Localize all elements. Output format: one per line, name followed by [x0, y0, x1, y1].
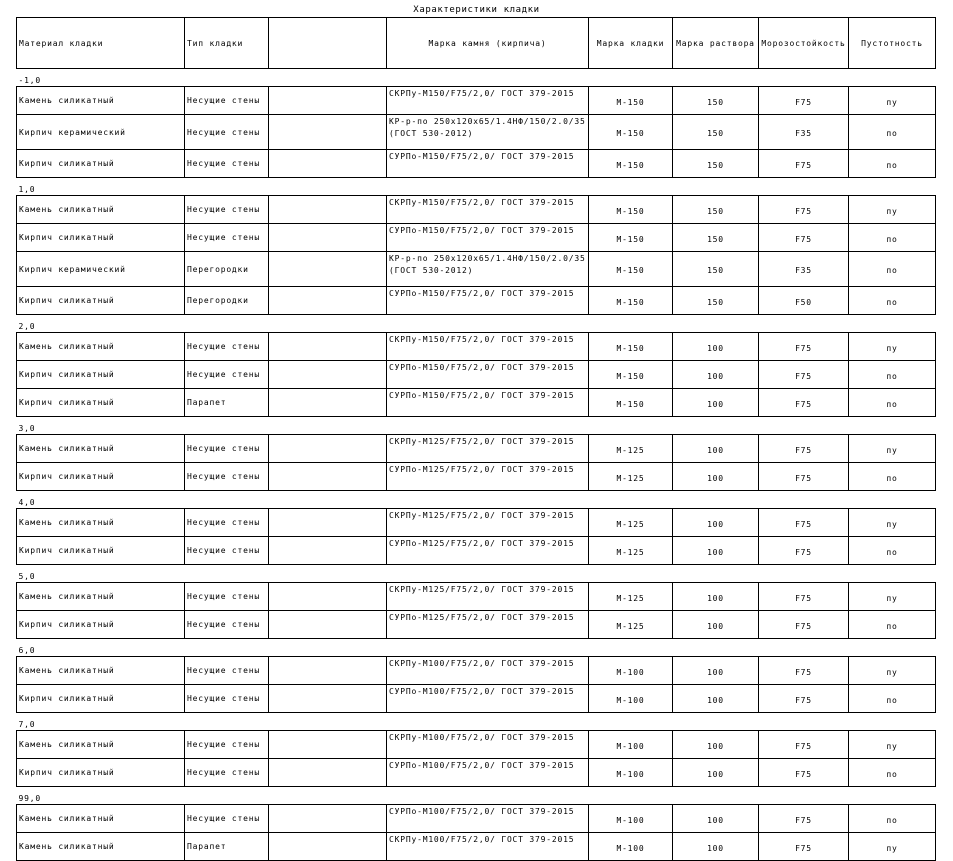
cell-brand: СКРПу-М125/F75/2,0/ ГОСТ 379-2015: [387, 583, 589, 611]
cell-extra: [269, 287, 387, 315]
cell-extra: [269, 833, 387, 861]
table-row: [17, 435, 936, 463]
table-row: [17, 287, 936, 315]
header-mortar: Марка раствора: [673, 18, 759, 69]
cell-frost: F75: [759, 685, 849, 713]
cell-type: Перегородки: [185, 252, 269, 287]
table-row: [17, 611, 936, 639]
cell-extra: [269, 361, 387, 389]
cell-material: Кирпич силикатный: [17, 361, 185, 389]
cell-masonry: М-150: [589, 389, 673, 417]
level-label: 5,0: [18, 572, 36, 581]
cell-void: по: [849, 361, 936, 389]
cell-extra: [269, 115, 387, 150]
cell-type: Несущие стены: [185, 224, 269, 252]
cell-frost: F75: [759, 583, 849, 611]
cell-void: пу: [849, 657, 936, 685]
cell-extra: [269, 150, 387, 178]
header-frost: Морозостойкость: [759, 18, 849, 69]
cell-mortar: 100: [673, 833, 759, 861]
cell-brand: СКРПу-М125/F75/2,0/ ГОСТ 379-2015: [387, 435, 589, 463]
cell-material: Кирпич силикатный: [17, 150, 185, 178]
cell-extra: [269, 731, 387, 759]
table-row: [17, 333, 936, 361]
table-row: [17, 731, 936, 759]
cell-frost: F35: [759, 115, 849, 150]
cell-mortar: 150: [673, 287, 759, 315]
cell-type: Несущие стены: [185, 463, 269, 491]
cell-material: Камень силикатный: [17, 196, 185, 224]
cell-extra: [269, 196, 387, 224]
cell-extra: [269, 759, 387, 787]
cell-masonry: М-125: [589, 463, 673, 491]
cell-frost: F75: [759, 805, 849, 833]
table-row: [17, 759, 936, 787]
cell-type: Несущие стены: [185, 657, 269, 685]
cell-masonry: М-150: [589, 252, 673, 287]
cell-masonry: М-100: [589, 833, 673, 861]
cell-material: Камень силикатный: [17, 333, 185, 361]
cell-type: Несущие стены: [185, 361, 269, 389]
table-row: [17, 224, 936, 252]
cell-void: по: [849, 805, 936, 833]
cell-void: по: [849, 224, 936, 252]
cell-frost: F75: [759, 435, 849, 463]
level-label: -1,0: [18, 76, 41, 85]
cell-void: пу: [849, 583, 936, 611]
cell-material: Камень силикатный: [17, 87, 185, 115]
cell-type: Перегородки: [185, 287, 269, 315]
cell-frost: F75: [759, 463, 849, 491]
cell-frost: F75: [759, 657, 849, 685]
cell-brand: СКРПу-М100/F75/2,0/ ГОСТ 379-2015: [387, 657, 589, 685]
cell-type: Парапет: [185, 389, 269, 417]
cell-masonry: М-100: [589, 731, 673, 759]
cell-mortar: 150: [673, 196, 759, 224]
cell-mortar: 100: [673, 759, 759, 787]
cell-mortar: 100: [673, 685, 759, 713]
cell-frost: F75: [759, 611, 849, 639]
cell-type: Несущие стены: [185, 759, 269, 787]
level-row: [17, 491, 936, 509]
cell-extra: [269, 685, 387, 713]
cell-brand: КР-р-по 250х120х65/1.4НФ/150/2.0/35 (ГОСТ 530-2012): [387, 252, 589, 287]
cell-masonry: М-150: [589, 287, 673, 315]
cell-mortar: 150: [673, 252, 759, 287]
cell-brand: СУРПо-М100/F75/2,0/ ГОСТ 379-2015: [387, 805, 589, 833]
cell-material: Кирпич силикатный: [17, 287, 185, 315]
cell-void: пу: [849, 87, 936, 115]
cell-void: пу: [849, 731, 936, 759]
cell-type: Несущие стены: [185, 731, 269, 759]
cell-extra: [269, 252, 387, 287]
cell-material: Кирпич силикатный: [17, 611, 185, 639]
table-row: [17, 463, 936, 491]
schedule-title: Характеристики кладки: [413, 5, 540, 15]
cell-void: пу: [849, 833, 936, 861]
table-row: [17, 87, 936, 115]
table-row: [17, 583, 936, 611]
header-masonry: Марка кладки: [589, 18, 673, 69]
cell-type: Несущие стены: [185, 115, 269, 150]
cell-material: Кирпич силикатный: [17, 685, 185, 713]
cell-type: Несущие стены: [185, 509, 269, 537]
cell-brand: СУРПо-М100/F75/2,0/ ГОСТ 379-2015: [387, 759, 589, 787]
header-void: Пустотность: [849, 18, 936, 69]
cell-brand: СУРПо-М150/F75/2,0/ ГОСТ 379-2015: [387, 287, 589, 315]
table-row: [17, 833, 936, 861]
cell-void: по: [849, 759, 936, 787]
cell-brand: СУРПо-М125/F75/2,0/ ГОСТ 379-2015: [387, 537, 589, 565]
cell-material: Камень силикатный: [17, 833, 185, 861]
cell-frost: F75: [759, 196, 849, 224]
cell-brand: СУРПо-М150/F75/2,0/ ГОСТ 379-2015: [387, 389, 589, 417]
cell-material: Кирпич силикатный: [17, 463, 185, 491]
cell-mortar: 100: [673, 389, 759, 417]
cell-void: по: [849, 389, 936, 417]
cell-mortar: 100: [673, 509, 759, 537]
cell-masonry: М-150: [589, 87, 673, 115]
cell-mortar: 100: [673, 361, 759, 389]
cell-void: пу: [849, 196, 936, 224]
level-row: [17, 713, 936, 731]
cell-frost: F35: [759, 252, 849, 287]
cell-type: Несущие стены: [185, 685, 269, 713]
cell-masonry: М-125: [589, 537, 673, 565]
cell-material: Камень силикатный: [17, 509, 185, 537]
cell-type: Несущие стены: [185, 805, 269, 833]
level-label: 4,0: [18, 498, 36, 507]
table-row: [17, 685, 936, 713]
cell-material: Камень силикатный: [17, 435, 185, 463]
cell-masonry: М-150: [589, 224, 673, 252]
cell-material: Камень силикатный: [17, 731, 185, 759]
level-label: 3,0: [18, 424, 36, 433]
level-row: [17, 787, 936, 805]
cell-mortar: 100: [673, 731, 759, 759]
cell-masonry: М-150: [589, 333, 673, 361]
table-row: [17, 509, 936, 537]
cell-mortar: 100: [673, 611, 759, 639]
table-row: [17, 657, 936, 685]
cell-material: Кирпич силикатный: [17, 389, 185, 417]
cell-frost: F50: [759, 287, 849, 315]
cell-extra: [269, 389, 387, 417]
cell-mortar: 100: [673, 333, 759, 361]
cell-void: по: [849, 252, 936, 287]
cell-brand: СКРПу-М125/F75/2,0/ ГОСТ 379-2015: [387, 509, 589, 537]
cell-material: Кирпич силикатный: [17, 224, 185, 252]
cell-masonry: М-125: [589, 583, 673, 611]
cell-extra: [269, 435, 387, 463]
table-row: [17, 252, 936, 287]
cell-brand: СКРПу-М150/F75/2,0/ ГОСТ 379-2015: [387, 333, 589, 361]
header-brand: Марка камня (кирпича): [387, 18, 589, 69]
table-row: [17, 361, 936, 389]
cell-material: Кирпич керамический: [17, 115, 185, 150]
cell-void: по: [849, 150, 936, 178]
cell-brand: СУРПо-М150/F75/2,0/ ГОСТ 379-2015: [387, 361, 589, 389]
cell-brand: СУРПо-М150/F75/2,0/ ГОСТ 379-2015: [387, 224, 589, 252]
cell-mortar: 100: [673, 583, 759, 611]
table-row: [17, 389, 936, 417]
cell-brand: СУРПо-М150/F75/2,0/ ГОСТ 379-2015: [387, 150, 589, 178]
cell-frost: F75: [759, 150, 849, 178]
cell-frost: F75: [759, 509, 849, 537]
level-row: [17, 69, 936, 87]
cell-extra: [269, 805, 387, 833]
cell-type: Несущие стены: [185, 435, 269, 463]
cell-masonry: М-100: [589, 805, 673, 833]
cell-type: Несущие стены: [185, 87, 269, 115]
cell-void: пу: [849, 509, 936, 537]
cell-type: Несущие стены: [185, 611, 269, 639]
cell-frost: F75: [759, 731, 849, 759]
cell-mortar: 100: [673, 805, 759, 833]
cell-brand: КР-р-по 250х120х65/1.4НФ/150/2.0/35 (ГОСТ 530-2012): [387, 115, 589, 150]
cell-masonry: М-125: [589, 611, 673, 639]
level-label: 2,0: [18, 322, 36, 331]
masonry-schedule-table: [16, 17, 936, 861]
cell-extra: [269, 657, 387, 685]
header-row: [17, 18, 936, 69]
cell-mortar: 100: [673, 537, 759, 565]
cell-masonry: М-100: [589, 685, 673, 713]
cell-frost: F75: [759, 833, 849, 861]
level-label: 6,0: [18, 646, 36, 655]
cell-material: Камень силикатный: [17, 805, 185, 833]
cell-masonry: М-100: [589, 759, 673, 787]
cell-void: по: [849, 611, 936, 639]
cell-type: Несущие стены: [185, 333, 269, 361]
cell-masonry: М-125: [589, 509, 673, 537]
cell-void: пу: [849, 333, 936, 361]
cell-void: по: [849, 685, 936, 713]
cell-type: Парапет: [185, 833, 269, 861]
cell-extra: [269, 463, 387, 491]
cell-material: Камень силикатный: [17, 657, 185, 685]
cell-frost: F75: [759, 87, 849, 115]
cell-material: Кирпич силикатный: [17, 537, 185, 565]
level-row: [17, 639, 936, 657]
cell-frost: F75: [759, 537, 849, 565]
cell-brand: СКРПу-М100/F75/2,0/ ГОСТ 379-2015: [387, 833, 589, 861]
cell-frost: F75: [759, 224, 849, 252]
cell-brand: СКРПу-М150/F75/2,0/ ГОСТ 379-2015: [387, 196, 589, 224]
cell-extra: [269, 509, 387, 537]
cell-mortar: 150: [673, 115, 759, 150]
level-row: [17, 417, 936, 435]
cell-mortar: 150: [673, 150, 759, 178]
cell-mortar: 100: [673, 463, 759, 491]
cell-mortar: 150: [673, 224, 759, 252]
cell-type: Несущие стены: [185, 196, 269, 224]
cell-extra: [269, 537, 387, 565]
cell-extra: [269, 333, 387, 361]
table-row: [17, 150, 936, 178]
cell-masonry: М-125: [589, 435, 673, 463]
cell-masonry: М-100: [589, 657, 673, 685]
cell-extra: [269, 224, 387, 252]
cell-mortar: 100: [673, 435, 759, 463]
cell-masonry: М-150: [589, 196, 673, 224]
level-label: 99,0: [18, 794, 41, 803]
cell-masonry: М-150: [589, 115, 673, 150]
cell-frost: F75: [759, 759, 849, 787]
cell-brand: СУРПо-М125/F75/2,0/ ГОСТ 379-2015: [387, 611, 589, 639]
level-row: [17, 315, 936, 333]
table-row: [17, 537, 936, 565]
cell-void: по: [849, 463, 936, 491]
cell-frost: F75: [759, 333, 849, 361]
level-row: [17, 178, 936, 196]
cell-brand: СУРПо-М100/F75/2,0/ ГОСТ 379-2015: [387, 685, 589, 713]
cell-frost: F75: [759, 389, 849, 417]
cell-material: Кирпич силикатный: [17, 759, 185, 787]
header-type: Тип кладки: [185, 18, 269, 69]
level-label: 1,0: [18, 185, 36, 194]
cell-mortar: 150: [673, 87, 759, 115]
cell-material: Камень силикатный: [17, 583, 185, 611]
cell-brand: СКРПу-М100/F75/2,0/ ГОСТ 379-2015: [387, 731, 589, 759]
cell-type: Несущие стены: [185, 583, 269, 611]
cell-type: Несущие стены: [185, 150, 269, 178]
cell-void: пу: [849, 435, 936, 463]
table-row: [17, 115, 936, 150]
level-row: [17, 565, 936, 583]
level-label: 7,0: [18, 720, 36, 729]
header-extra: [269, 18, 387, 69]
cell-mortar: 100: [673, 657, 759, 685]
table-row: [17, 805, 936, 833]
cell-material: Кирпич керамический: [17, 252, 185, 287]
cell-void: по: [849, 537, 936, 565]
table-row: [17, 196, 936, 224]
cell-void: по: [849, 287, 936, 315]
cell-brand: СУРПо-М125/F75/2,0/ ГОСТ 379-2015: [387, 463, 589, 491]
cell-masonry: М-150: [589, 150, 673, 178]
cell-extra: [269, 583, 387, 611]
cell-brand: СКРПу-М150/F75/2,0/ ГОСТ 379-2015: [387, 87, 589, 115]
cell-extra: [269, 611, 387, 639]
cell-masonry: М-150: [589, 361, 673, 389]
cell-type: Несущие стены: [185, 537, 269, 565]
schedule-body: [17, 18, 936, 861]
cell-void: по: [849, 115, 936, 150]
cell-extra: [269, 87, 387, 115]
cell-frost: F75: [759, 361, 849, 389]
header-material: Материал кладки: [17, 18, 185, 69]
